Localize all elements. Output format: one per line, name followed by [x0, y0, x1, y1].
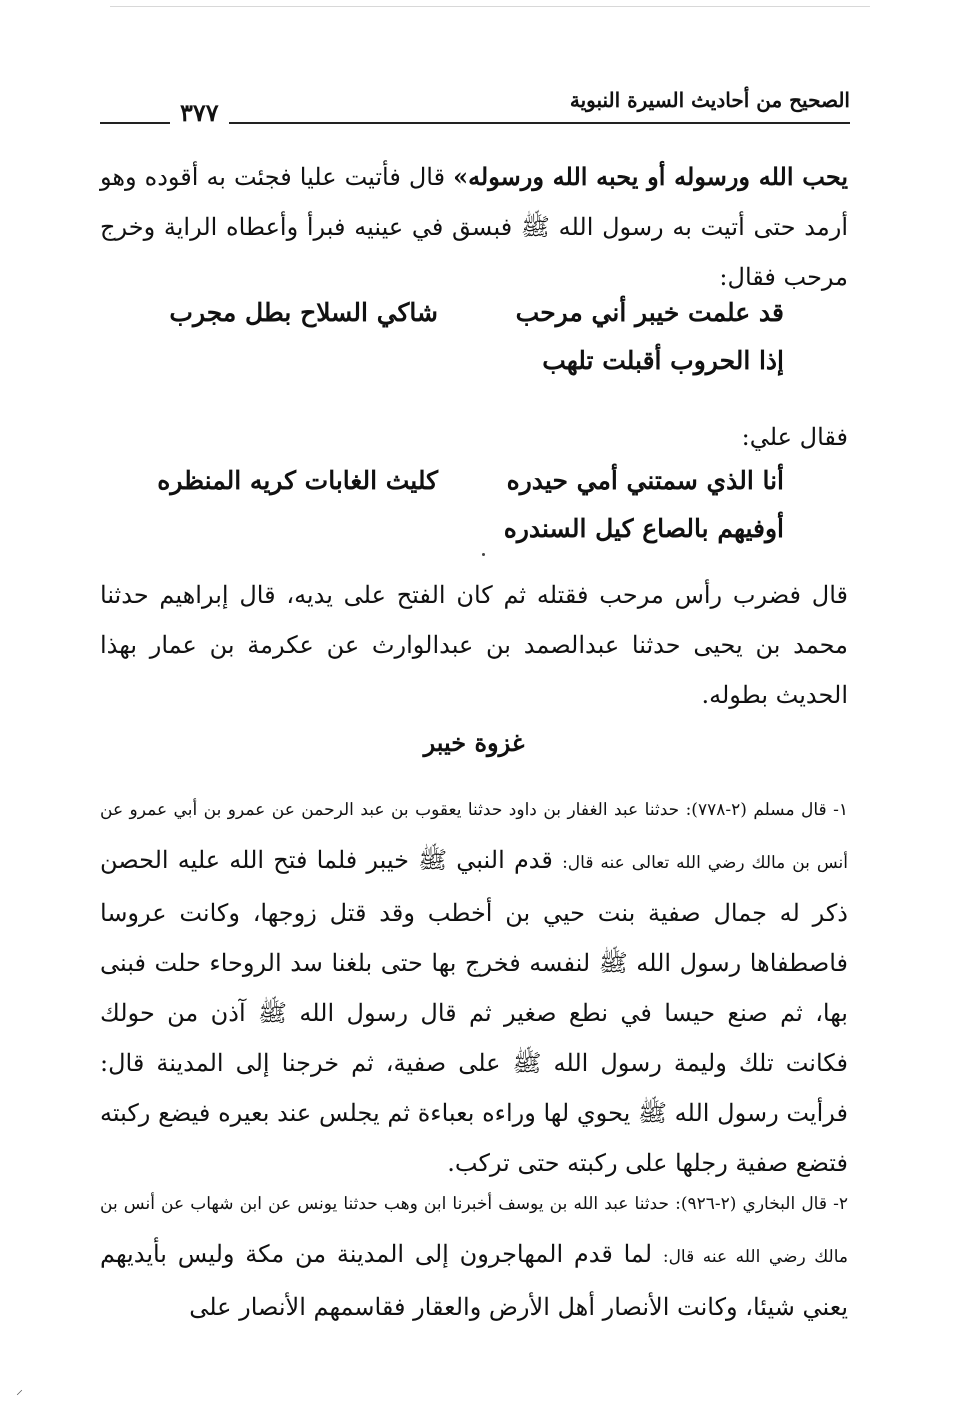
marhab-verse-1-left: شاكي السلاح بطل مجرب: [169, 298, 438, 327]
hadith-1: [100, 782, 848, 1188]
intro-bold-text: يحب الله ورسوله أو يحبه الله ورسوله»: [453, 162, 848, 191]
intro-text: قال فأتيت عليا فجئت به أقوده وهو أرمد حتى أتيت به رسول الله ﷺ فبسق في عينيه فبرأ وأعطاه الراية وخرج مرحب فقال:: [100, 163, 848, 291]
running-header: [100, 84, 850, 127]
top-edge-line: [110, 6, 870, 7]
ali-intro: فقال علي:: [741, 423, 848, 451]
marhab-verse-1-right: قد علمت خيبر أني مرحب: [515, 298, 784, 327]
closing-paragraph: قال فضرب رأس مرحب فقتله ثم كان الفتح على يديه، قال إبراهيم حدثنا محمد بن يحيى حدثنا عبدالصمد بن عبدالوارث عن عكرمة بن عمار بهذا الحديث بطوله.: [100, 581, 848, 709]
hadith-1-isnad: ١- قال مسلم (٢-٧٧٨): حدثنا عبد الغفار بن داود حدثنا يعقوب بن عبد الرحمن عن عمرو بن أبي عمرو عن أنس بن مالك رضي الله تعالى عنه قال:: [100, 800, 849, 873]
intro-paragraph: [100, 152, 848, 302]
section-heading: غزوة خيبر: [423, 728, 525, 757]
ali-verse-1-right: أنا الذي سمتني أمي حيدره: [506, 466, 784, 495]
ali-verse-1-left: كليث الغابات كريه المنظره: [157, 466, 438, 495]
page-number: ٣٧٧: [170, 98, 229, 127]
marhab-verse-2-right: إذا الحروب أقبلت تلهب: [542, 346, 784, 375]
book-title: الصحيح من أحاديث السيرة النبوية: [562, 88, 850, 112]
ali-verse-2-right: أوفيهم بالصاع كيل السندره: [503, 514, 784, 543]
hadith-2-isnad: ٢- قال البخاري (٢-٩٢٦): حدثنا عبد الله بن يوسف أخبرنا ابن وهب حدثنا يونس عن ابن شهاب عن أنس بن مالك رضي الله عنه قال:: [100, 1194, 849, 1267]
stray-dot: [482, 553, 485, 556]
corner-mark: ⸝: [16, 1382, 23, 1398]
hadith-1-matn: قدم النبي ﷺ خيبر فلما فتح الله عليه الحصن ذكر له جمال صفية بنت حيي بن أخطب وقد قتل زوجها، وكانت عروسا فاصطفاها رسول الله ﷺ لنفسه فخرج بها حتى بلغنا سد الروحاء حلت فبنى بها، ثم صنع حيسا في نطع صغير ثم قال رسول الله ﷺ آذن من حولك فكانت تلك وليمة رسول الله ﷺ على صفية، ثم خرجنا إلى المدينة قال: فرأيت رسول الله ﷺ يحوي لها وراءه بعباءة ثم يجلس عند بعيره فيضع ركبته فتضع صفية رجلها على ركبته حتى تركب.: [100, 846, 848, 1177]
hadith-2: [100, 1176, 848, 1332]
hadith-2-matn: لما قدم المهاجرون إلى المدينة من مكة وليس بأيديهم يعني شيئا، وكانت الأنصار أهل الأرض والعقار فقاسمهم الأنصار على: [100, 1240, 848, 1321]
